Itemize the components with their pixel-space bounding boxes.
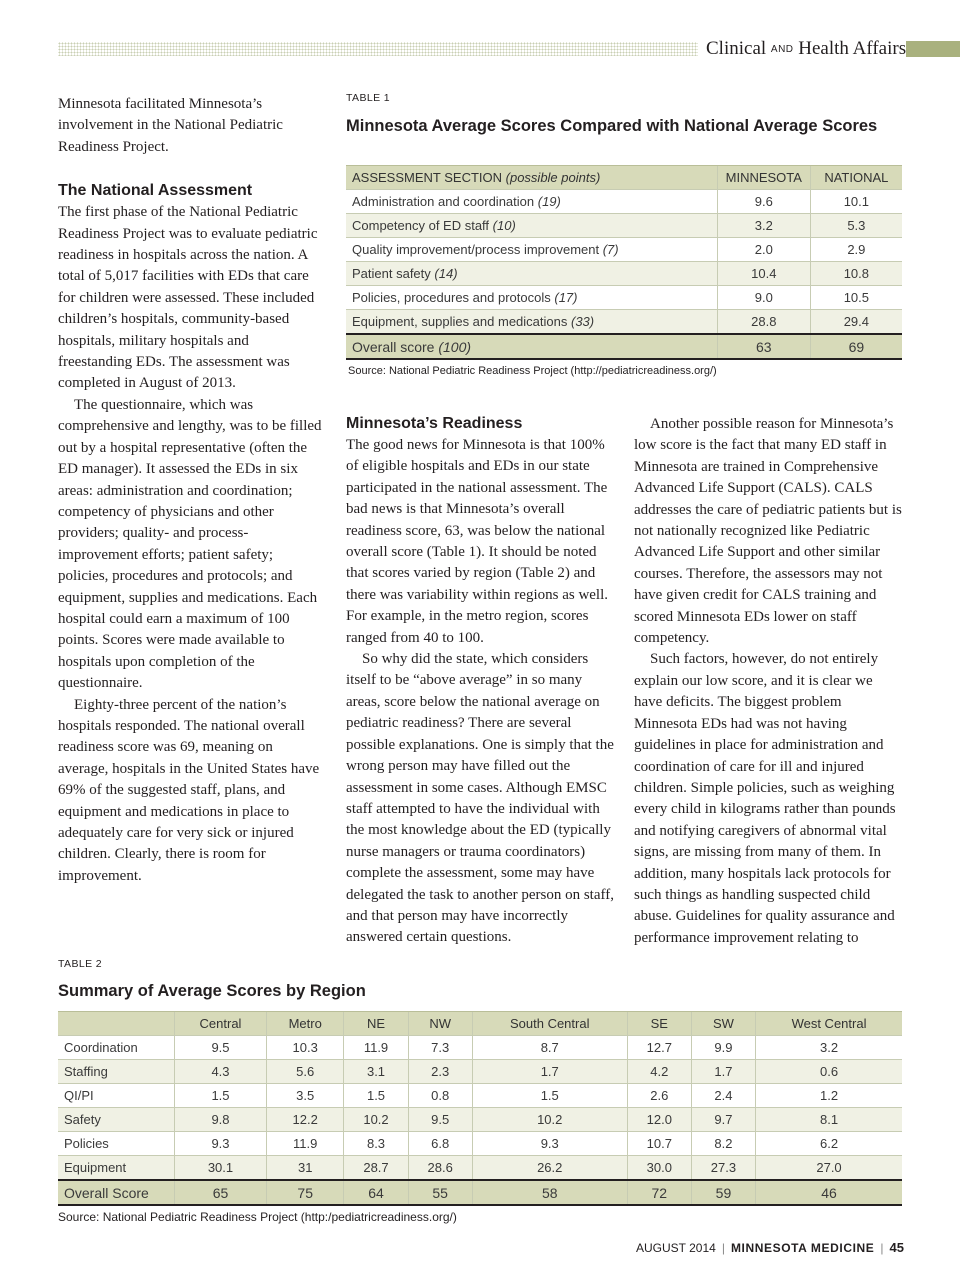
table2-cell: 30.0 [627,1156,691,1181]
table2-header-col: SW [691,1012,755,1036]
table1-minnesota-cell: 28.8 [717,310,810,335]
national-assessment-heading: The National Assessment [58,182,253,200]
table2-cell: 27.3 [691,1156,755,1181]
table2-cell: 1.5 [175,1084,267,1108]
middle-paragraph-2: So why did the state, which considers itself to be “above average” in so many areas, score below the national average on pediatric readiness? There are several possible explanations. One is simply that the wrong person may have filled out the assessment in some cases. Although EMSC staff attempted to have the individual with the most knowledge about the ED (typically nurse managers or trauma coordinators) complete the assessment, some may have delegated the task to another person on staff, and that person may have incorrectly answered certain questions. [346,651,614,946]
page-number: 45 [889,1240,904,1255]
table2-total-cell: 55 [408,1180,472,1205]
table2-cell: 11.9 [344,1036,408,1060]
table2-total-cell: 58 [472,1180,627,1205]
table2-cell: 28.7 [344,1156,408,1181]
table-row [58,1108,902,1132]
minnesota-readiness-heading: Minnesota’s Readiness [346,415,523,432]
intro-paragraph: Minnesota facilitated Minnesota’s involvement in the National Pediatric Readiness Project. [58,96,283,155]
table2-cell: 30.1 [175,1156,267,1181]
table1-minnesota-cell: 9.0 [717,286,810,310]
table2-cell: 8.7 [472,1036,627,1060]
table2-cell: 1.7 [691,1060,755,1084]
table2-cell: 27.0 [756,1156,902,1181]
table-row [58,1084,902,1108]
table2-cell: 8.3 [344,1132,408,1156]
table1-national-cell: 5.3 [810,214,902,238]
table2-cell: 10.2 [472,1108,627,1132]
table2-cell: 9.5 [408,1108,472,1132]
table2-row-label: Policies [58,1132,175,1156]
table1-section-cell: Administration and coordination (19) [346,190,717,214]
table1-header-minnesota: MINNESOTA [717,166,810,190]
table2-header-col: NW [408,1012,472,1036]
table2-cell: 1.5 [344,1084,408,1108]
table2 [58,1011,902,1206]
table2-total-cell: 65 [175,1180,267,1205]
table2-cell: 8.1 [756,1108,902,1132]
table2-cell: 10.3 [266,1036,343,1060]
footer-magazine: MINNESOTA MEDICINE [730,1241,875,1255]
table2-cell: 12.0 [627,1108,691,1132]
table1-label: TABLE 1 [346,92,391,104]
table2-header-col: Central [175,1012,267,1036]
table1 [346,165,902,360]
table2-title: Summary of Average Scores by Region [58,982,366,1000]
header-dot-pattern [58,42,698,56]
table1-source: Source: National Pediatric Readiness Project (http://pediatricreadiness.org/) [348,365,717,377]
table2-header-col: South Central [472,1012,627,1036]
table-row [58,1156,902,1181]
table2-cell: 6.8 [408,1132,472,1156]
table2-row-label: Equipment [58,1156,175,1181]
table2-header-blank [58,1012,175,1036]
table-row [58,1132,902,1156]
table-row [346,286,902,310]
table2-cell: 9.5 [175,1036,267,1060]
table1-minnesota-cell: 2.0 [717,238,810,262]
table1-section-cell: Policies, procedures and protocols (17) [346,286,717,310]
table1-minnesota-cell: 3.2 [717,214,810,238]
table2-cell: 4.2 [627,1060,691,1084]
table2-header-col: SE [627,1012,691,1036]
left-paragraph-1: The first phase of the National Pediatric Readiness Project was to evaluate pediatric readiness in hospitals across the nation. A total of 5,017 facilities with EDs that care for children were assessed. These included children’s hospitals, community-based hospitals, military hospitals and freestanding EDs. The assessment was completed in August of 2013. [58,204,318,392]
page-footer: AUGUST 2014 | MINNESOTA MEDICINE | 45 [635,1240,904,1255]
table1-total-label: Overall score (100) [346,334,717,359]
table2-total-cell: 46 [756,1180,902,1205]
table2-cell: 9.3 [175,1132,267,1156]
table-row [58,1036,902,1060]
table2-cell: 9.9 [691,1036,755,1060]
table2-cell: 11.9 [266,1132,343,1156]
table2-total-row [58,1180,902,1205]
table2-cell: 4.3 [175,1060,267,1084]
table1-title: Minnesota Average Scores Compared with National Average Scores [346,117,878,135]
table2-cell: 9.8 [175,1108,267,1132]
table1-national-cell: 10.1 [810,190,902,214]
table2-cell: 10.2 [344,1108,408,1132]
table2-cell: 2.6 [627,1084,691,1108]
table1-header-section: ASSESSMENT SECTION (possible points) [346,166,717,190]
table1-total-row [346,334,902,359]
table2-cell: 3.5 [266,1084,343,1108]
table-row [346,214,902,238]
table2-total-cell: 72 [627,1180,691,1205]
table2-row-label: Coordination [58,1036,175,1060]
table2-header-row [58,1012,902,1036]
table2-cell: 1.5 [472,1084,627,1108]
table-row [58,1060,902,1084]
table1-national-cell: 2.9 [810,238,902,262]
table-row [346,310,902,335]
table2-total-label: Overall Score [58,1180,175,1205]
table1-minnesota-cell: 9.6 [717,190,810,214]
header-accent-bar [906,41,960,57]
left-column [58,94,326,887]
table2-header-col: Metro [266,1012,343,1036]
footer-date: AUGUST 2014 [635,1241,716,1255]
table2-cell: 3.2 [756,1036,902,1060]
left-paragraph-3: Eighty-three percent of the nation’s hospitals responded. The national overall readiness score was 69, meaning on average, hospitals in the United States have 69% of the suggested staff, plans, and equipment and medications in place to adequately care for very sick or injured children. Clearly, there is room for improvement. [58,696,320,884]
table2-label: TABLE 2 [58,958,103,970]
table2-cell: 6.2 [756,1132,902,1156]
table1-national-cell: 10.5 [810,286,902,310]
section-title-part1: Clinical [706,38,767,59]
table2-cell: 2.4 [691,1084,755,1108]
table1-section-cell: Patient safety (14) [346,262,717,286]
table2-cell: 7.3 [408,1036,472,1060]
table2-cell: 3.1 [344,1060,408,1084]
table2-cell: 31 [266,1156,343,1181]
table2-cell: 0.8 [408,1084,472,1108]
table2-total-cell: 64 [344,1180,408,1205]
table1-total-national: 69 [810,334,902,359]
right-column [634,414,904,949]
right-paragraph-2: Such factors, however, do not entirely explain our low score, and it is clear we have deficits. The biggest problem Minnesota EDs had was not having guidelines in place for administration and coordination of care for ill and injured children. Simple policies, such as weighing every child in kilograms rather than pounds and notifying caregivers of abnormal vital signs, are missing from many of them. In addition, many hospitals lack protocols for such things as handling suspected child abuse. Guidelines for quality assurance and performance improvement relating to [634,651,896,946]
table1-section-cell: Equipment, supplies and medications (33) [346,310,717,335]
table2-cell: 5.6 [266,1060,343,1084]
table1-national-cell: 29.4 [810,310,902,335]
section-title-and: AND [770,44,794,55]
table1-section-cell: Competency of ED staff (10) [346,214,717,238]
table-row [346,238,902,262]
table2-cell: 9.3 [472,1132,627,1156]
table2-cell: 10.7 [627,1132,691,1156]
table1-header-row [346,166,902,190]
middle-paragraph-1: The good news for Minnesota is that 100% of eligible hospitals and EDs in our state participated in the national assessment. The bad news is that Minnesota’s overall readiness score, 63, was below the national overall score (Table 1). It should be noted that scores varied by region (Table 2) and there was variability within regions as well. For example, in the metro region, scores ranged from 40 to 100. [346,437,609,646]
section-title-part2: Health Affairs [798,38,907,59]
table2-cell: 12.2 [266,1108,343,1132]
table2-cell: 8.2 [691,1132,755,1156]
table2-cell: 12.7 [627,1036,691,1060]
table2-total-cell: 59 [691,1180,755,1205]
table2-row-label: Safety [58,1108,175,1132]
table2-source: Source: National Pediatric Readiness Project (http:/pediatricreadiness.org/) [58,1210,457,1224]
table-row [346,262,902,286]
table2-row-label: QI/PI [58,1084,175,1108]
table2-cell: 2.3 [408,1060,472,1084]
table2-cell: 0.6 [756,1060,902,1084]
table-row [346,190,902,214]
table1-total-minnesota: 63 [717,334,810,359]
table2-header-col: West Central [756,1012,902,1036]
table2-row-label: Staffing [58,1060,175,1084]
table1-header-national: NATIONAL [810,166,902,190]
table2-cell: 28.6 [408,1156,472,1181]
right-paragraph-1: Another possible reason for Minnesota’s low score is the fact that many ED staff in Minnesota are trained in Comprehensive Advanced Life Support (CALS). CALS addresses the care of pediatric patients but is not nationally recognized like Pediatric Advanced Life Support and other similar courses. Therefore, the assessors may not have given credit for CALS training and scored Minnesota EDs lower on staff competency. [634,416,902,647]
table2-cell: 26.2 [472,1156,627,1181]
table1-national-cell: 10.8 [810,262,902,286]
table2-cell: 1.2 [756,1084,902,1108]
table1-section-cell: Quality improvement/process improvement (7) [346,238,717,262]
table2-total-cell: 75 [266,1180,343,1205]
table1-minnesota-cell: 10.4 [717,262,810,286]
middle-column [346,413,614,949]
table2-header-col: NE [344,1012,408,1036]
table2-cell: 1.7 [472,1060,627,1084]
table2-cell: 9.7 [691,1108,755,1132]
section-title [706,38,906,60]
left-paragraph-2: The questionnaire, which was comprehensive and lengthy, was to be filled out by a hospital representative (often the ED manager). It assessed the EDs in six areas: administration and coordination; competency of physicians and other providers; quality- and process-improvement efforts; patient safety; policies, procedures and protocols; and equipment, supplies and medications. Each hospital could earn a maximum of 100 points. Scores were made available to hospitals upon completion of the questionnaire. [58,396,322,692]
